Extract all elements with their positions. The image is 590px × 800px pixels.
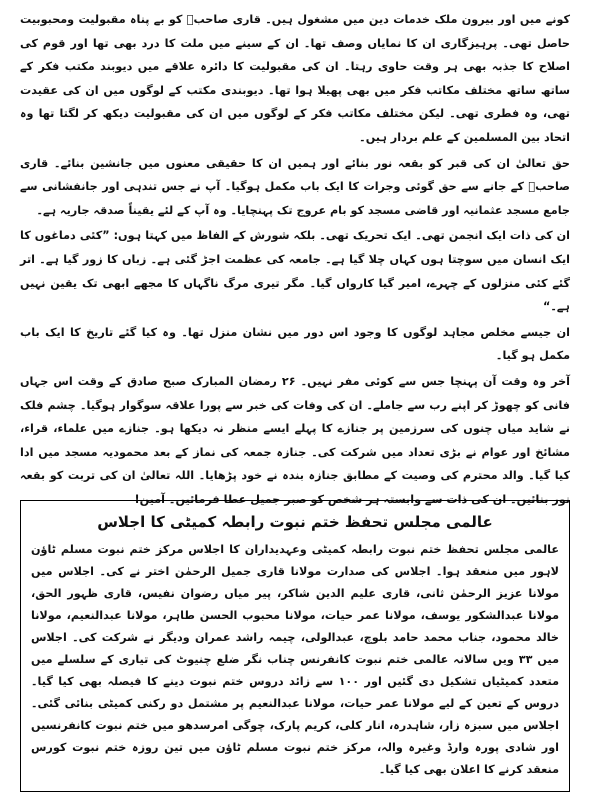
notice-box — [20, 500, 570, 792]
article-paragraph: کونے میں اور بیرون ملک خدمات دین میں مشغول ہیں۔ قاری صاحبؒ کو بے پناہ مقبولیت ومحبوبیت حاصل تھی۔ پرہیزگاری ان کا نمایاں وصف تھا۔ ان کے سینے میں ملت کا درد بھی تھا اور قوم کی اصلاح کا جذبہ بھی ہر وقت حاوی رہتا۔ ان کی مقبولیت کا دائرہ علاقے میں دیوبند مکتب فکر کے ساتھ ساتھ مختلف مکاتب فکر میں بھی پھیلا ہوا تھا۔ دیوبندی مکتب کے لوگوں میں ان کی عقیدت تھی، وہ فطری تھی۔ لیکن مختلف مکاتب فکر کے لوگوں میں ان کی مقبولیت دیکھ کر لگتا تھا وہ اتحاد بین المسلمین کے علم بردار ہیں۔ — [20, 13, 570, 144]
article-paragraph: آخر وہ وقت آن پہنچا جس سے کوئی مفر نہیں۔ ۲۶ رمضان المبارک صبح صادق کے وقت اس جہاں فانی کو چھوڑ کر اپنے رب سے جاملے۔ ان کی وفات کی خبر سے پورا علاقہ سوگوار ہوگیا۔ چشم فلک نے شاید میاں چنوں کی سرزمین پر جنازے کا پہلے ایسے منظر نہ دیکھا ہو۔ جنازے میں علماء، قراء، مشائخ اور عوام نے بڑی تعداد میں شرکت کی۔ جنازہ جمعہ کی نماز کے بعد محمودیہ مسجد میں ادا کیا گیا۔ والد محترم کی وصیت کے مطابق جنازہ بندہ نے خود پڑھایا۔ اللہ تعالیٰ ان کی تربت کو بقعہ نور بنائیں۔ ان کی ذات سے وابستہ ہر شخص کو صبر جمیل عطا فرمائیں۔ آمین! — [20, 374, 570, 506]
article-paragraph: ان جیسے مخلص مجاہد لوگوں کا وجود اس دور میں نشان منزل تھا۔ وہ کیا گئے تاریخ کا ایک باب مکمل ہو گیا۔ — [20, 325, 570, 363]
article-paragraph: ان کی ذات ایک انجمن تھی۔ ایک تحریک تھی۔ بلکہ شورش کے الفاظ میں کہتا ہوں: ”کئی دماغوں کا ایک انسان میں سوچتا ہوں کہاں چلا گیا ہے۔ جامعہ کی عظمت اجڑ گئی ہے۔ زباں کا زور گیا ہے۔ اتر گئے کئی منزلوں کے چہرے، امیر گیا کارواں گیا۔ مگر تیری مرگ ناگہاں کا مجھے ابھی تک یقین نہیں ہے۔“ — [20, 229, 570, 314]
notice-body: عالمی مجلس تحفظ ختم نبوت رابطہ کمیٹی وعہدیداران کا اجلاس مرکز ختم نبوت مسلم ٹاؤن لاہور میں منعقد ہوا۔ اجلاس کی صدارت مولانا قاری جمیل الرحمٰن اختر نے کی۔ اجلاس میں مولانا عزیز الرحمٰن ثانی، قاری علیم الدین شاکر، پیر میاں رضوان نفیس، قاری ظہور الحق، مولانا عبدالشکور یوسف، مولانا عمر حیات، مولانا محبوب الحسن طاہر، مولانا عبدالنعیم، مولانا خالد محمود، جناب محمد حامد بلوچ، عبدالولی، چیمہ راشد عمران ودیگر نے شرکت کی۔ اجلاس میں ۳۳ ویں سالانہ عالمی ختم نبوت کانفرنس چناب نگر ضلع چنیوٹ کی تیاری کے سلسلے میں متعدد کمیٹیاں تشکیل دی گئیں اور ۱۰۰ سے زائد دروس ختم نبوت دینے کا فیصلہ بھی کیا گیا۔ دروس کے تعین کے لیے مولانا عمر حیات، مولانا عبدالنعیم پر مشتمل دو رکنی کمیٹی بنائی گئی۔ اجلاس میں سبزہ زار، شاہدرہ، انار کلی، کریم پارک، چوگی امرسدھو میں ختم نبوت کانفرنسیں اور شادی پورہ وارڈ وغیرہ والہ، مرکز ختم نبوت مسلم ٹاؤن میں تین روزہ ختم نبوت کورس منعقد کرنے کا اعلان بھی کیا گیا۔ — [31, 543, 559, 776]
article-paragraph: حق تعالیٰ ان کی قبر کو بقعہ نور بنائے اور ہمیں ان کا حقیقی معنوں میں جانشین بنائے۔ قاری صاحبؒ کے جانے سے حق گوئی وجرات کا ایک باب مکمل ہوگیا۔ آپ نے جس تندہی اور جانفشانی سے جامع مسجد عثمانیہ اور قاضی مسجد کو بام عروج تک پہنچایا۔ وہ آپ کے لئے یقیناً صدقہ جاریہ ہے۔ — [20, 156, 570, 217]
notice-title: عالمی مجلس تحفظ ختم نبوت رابطہ کمیٹی کا اجلاس — [97, 513, 493, 531]
